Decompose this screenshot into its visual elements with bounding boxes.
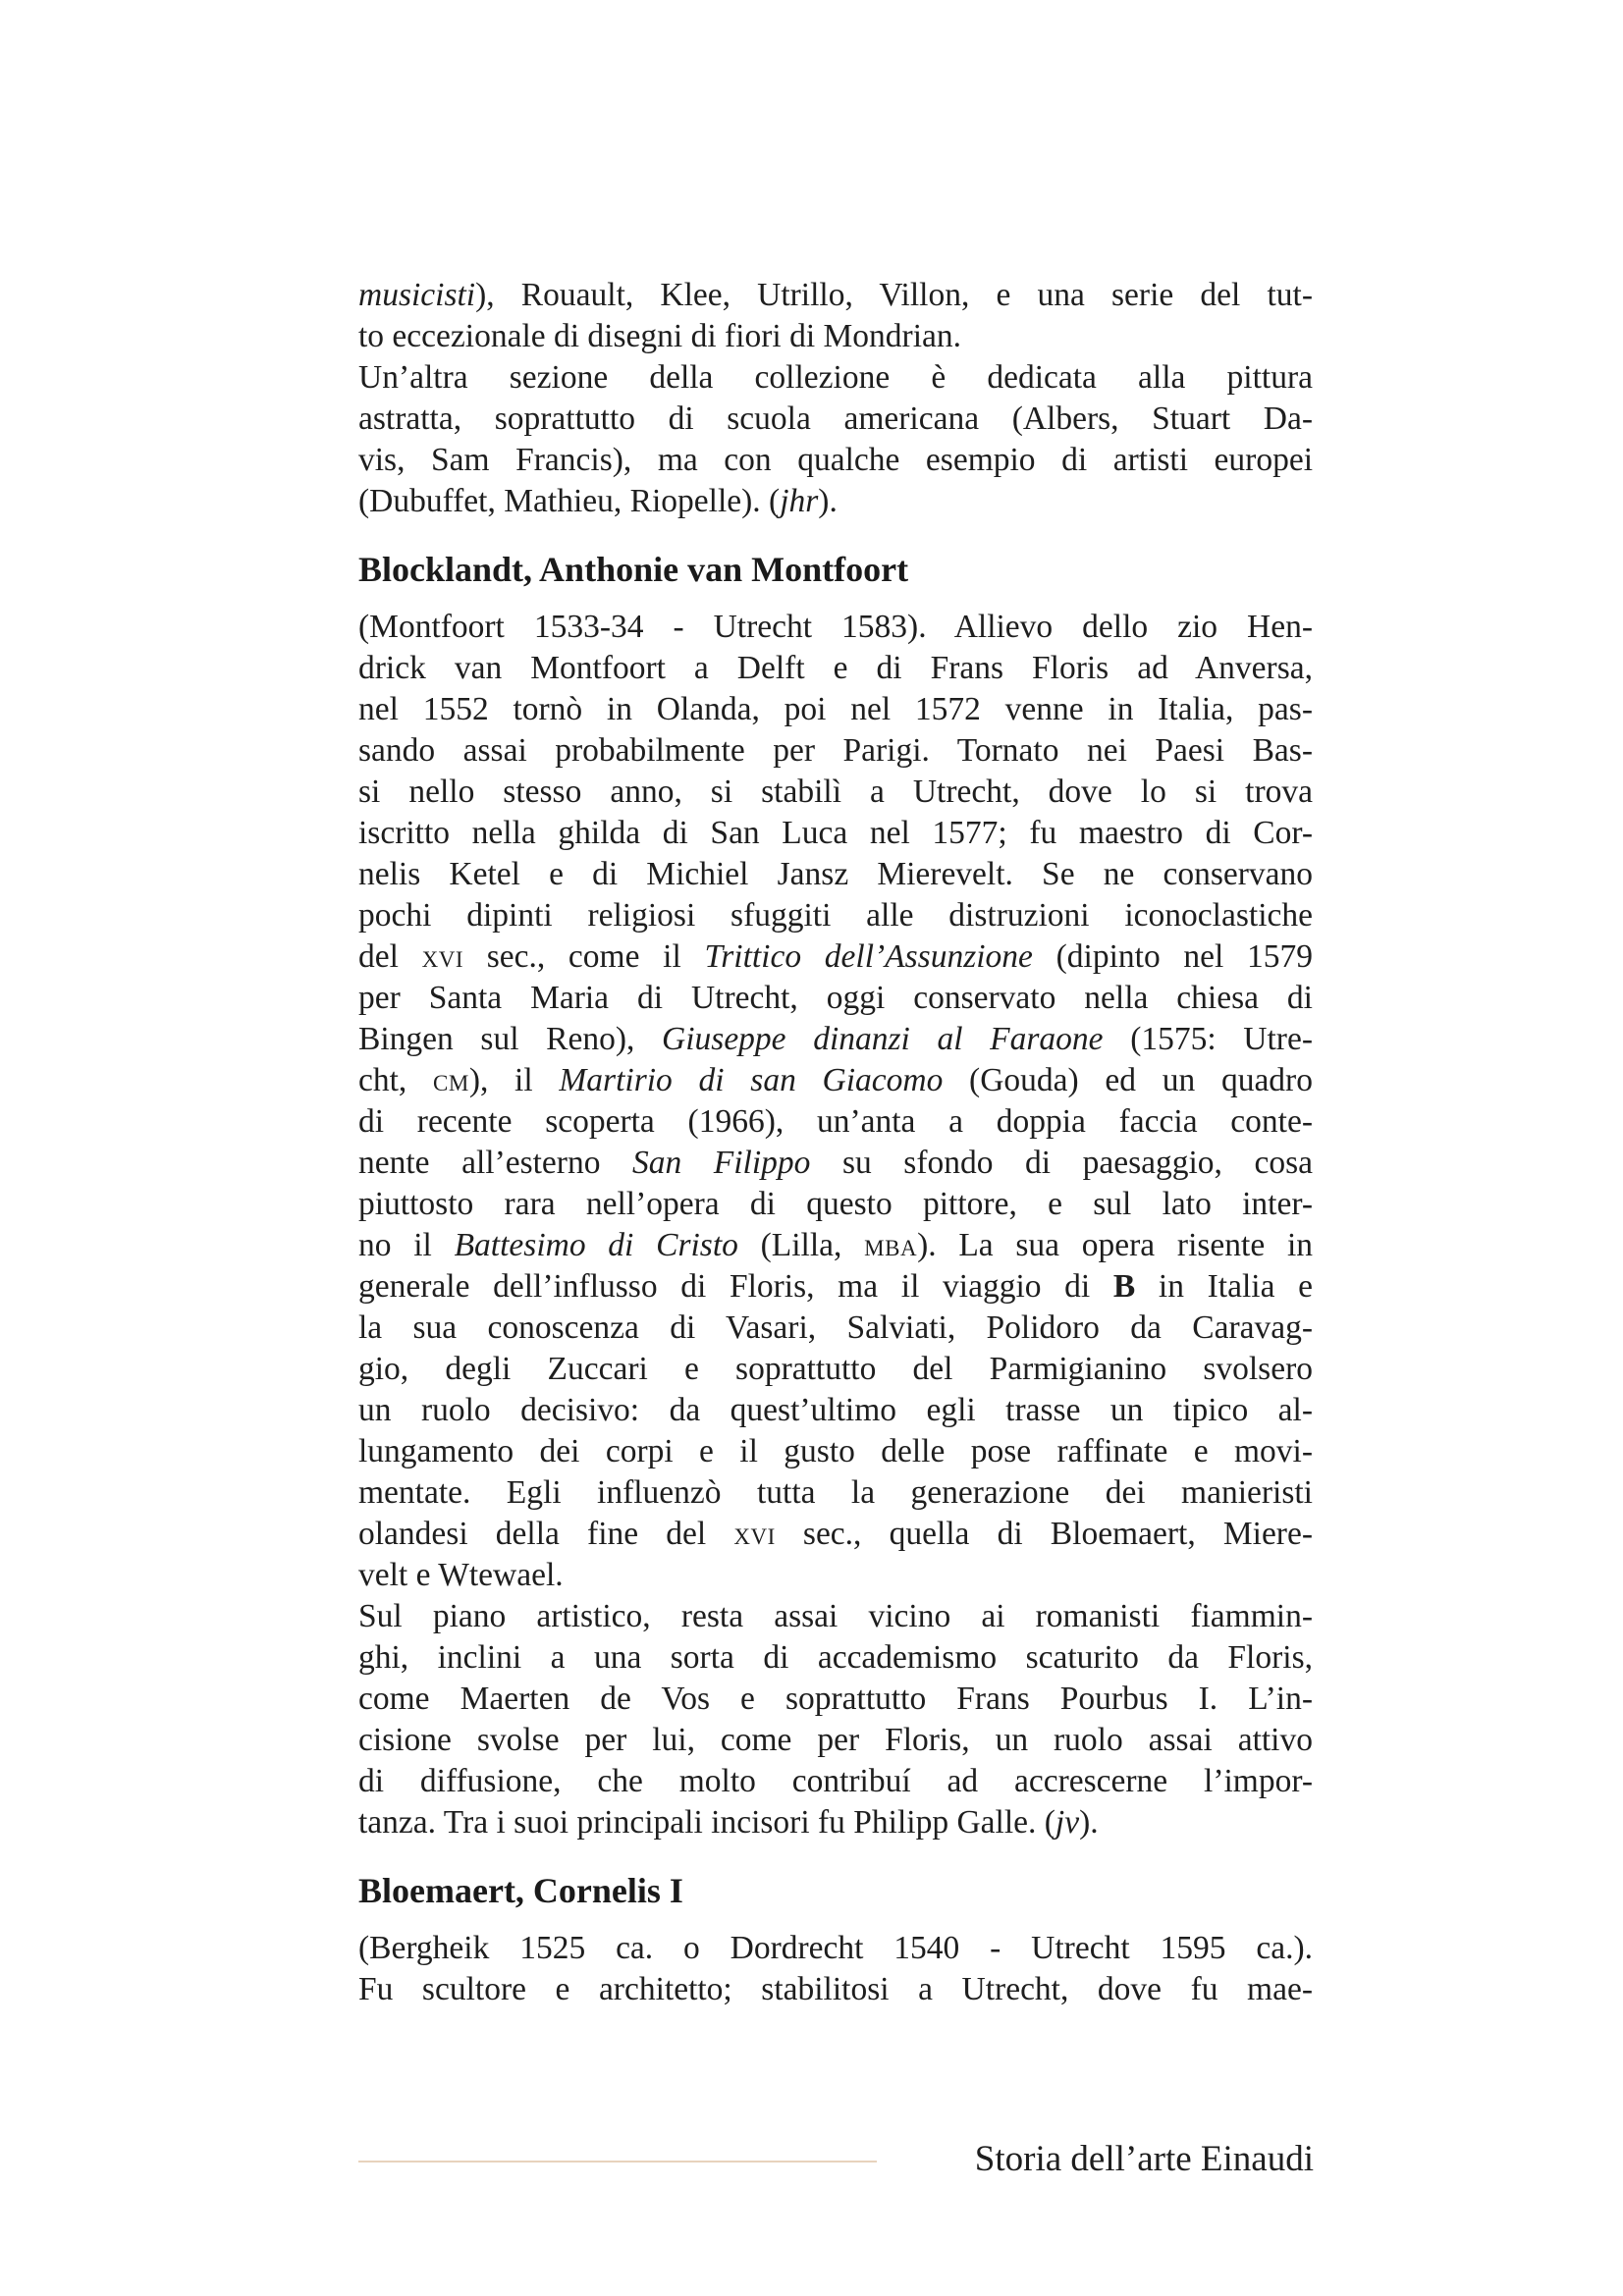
text-line: lungamento dei corpi e il gusto delle pose raffinate e movi- — [358, 1433, 1313, 1469]
text-line: di diffusione, che molto contribuí ad accrescerne l’impor- — [358, 1763, 1313, 1799]
italic-term: musicisti — [358, 277, 476, 313]
text-line: musicisti), Rouault, Klee, Utrillo, Villon, e una serie del tut- — [358, 277, 1313, 313]
text-line: gio, degli Zuccari e soprattutto del Parmigianino svolsero — [358, 1351, 1313, 1387]
text-line: ghi, inclini a una sorta di accademismo scaturito da Floris, — [358, 1639, 1313, 1676]
text-line: Un’altra sezione della collezione è dedicata alla pittura — [358, 359, 1313, 396]
text-line: iscritto nella ghilda di San Luca nel 1577; fu maestro di Cor- — [358, 815, 1313, 851]
text-line: nente all’esterno San Filippo su sfondo di paesaggio, cosa — [358, 1145, 1313, 1181]
text-line: generale dell’influsso di Floris, ma il viaggio di B in Italia e — [358, 1268, 1313, 1305]
text-line: come Maerten de Vos e soprattutto Frans Pourbus I. L’in- — [358, 1681, 1313, 1717]
text-column — [358, 275, 1313, 2010]
artwork-title: Battesimo di Cristo — [454, 1227, 738, 1263]
entry-heading: Blocklandt, Anthonie van Montfoort — [358, 550, 909, 589]
text-line: drick van Montfoort a Delft e di Frans Floris ad Anversa, — [358, 650, 1313, 686]
text-line: del xvi sec., come il Trittico dell’Assunzione (dipinto nel 1579 — [358, 938, 1313, 975]
text-line: Fu scultore e architetto; stabilitosi a Utrecht, dove fu mae- — [358, 1971, 1313, 2007]
artwork-title: Giuseppe dinanzi al Faraone — [662, 1021, 1104, 1057]
text-line: vis, Sam Francis), ma con qualche esempio di artisti europei — [358, 442, 1313, 478]
text-line: to eccezionale di disegni di fiori di Mondrian. — [358, 318, 961, 354]
text-line: di recente scoperta (1966), un’anta a doppia faccia conte- — [358, 1103, 1313, 1140]
text-line: piuttosto rara nell’opera di questo pittore, e sul lato inter- — [358, 1186, 1313, 1222]
text-line: velt e Wtewael. — [358, 1557, 564, 1593]
text-line: pochi dipinti religiosi sfuggiti alle distruzioni iconoclastiche — [358, 897, 1313, 934]
footer-rule — [358, 2161, 877, 2163]
text-line: cht, cm), il Martirio di san Giacomo (Gouda) ed un quadro — [358, 1062, 1313, 1098]
text-line: la sua conoscenza di Vasari, Salviati, Polidoro da Caravag- — [358, 1309, 1313, 1346]
artwork-title: Martirio di san Giacomo — [559, 1062, 944, 1098]
text-line: Bingen sul Reno), Giuseppe dinanzi al Faraone (1575: Utre- — [358, 1021, 1313, 1057]
artwork-title: Trittico dell’Assunzione — [704, 938, 1033, 975]
entry-blocklandt — [358, 546, 1313, 1843]
author-initials: jhr — [780, 483, 819, 519]
text-line: cisione svolse per lui, come per Floris, un ruolo assai attivo — [358, 1722, 1313, 1758]
text-line: nel 1552 tornò in Olanda, poi nel 1572 venne in Italia, pas- — [358, 691, 1313, 727]
text-line: (Bergheik 1525 ca. o Dordrecht 1540 - Utrecht 1595 ca.). — [358, 1930, 1313, 1966]
author-initials: jv — [1055, 1804, 1080, 1841]
text-line: Sul piano artistico, resta assai vicino ai romanisti fiammin- — [358, 1598, 1313, 1634]
text-line: per Santa Maria di Utrecht, oggi conservato nella chiesa di — [358, 980, 1313, 1016]
footer-title: Storia dell’arte Einaudi — [974, 2139, 1314, 2179]
entry-bloemaert — [358, 1867, 1313, 2010]
artwork-title: San Filippo — [632, 1145, 811, 1181]
text-line: si nello stesso anno, si stabilì a Utrecht, dove lo si trova — [358, 774, 1313, 810]
text-line: no il Battesimo di Cristo (Lilla, mba). La sua opera risente in — [358, 1227, 1313, 1263]
text-line: astratta, soprattutto di scuola americana (Albers, Stuart Da- — [358, 400, 1313, 437]
text-line: sando assai probabilmente per Parigi. Tornato nei Paesi Bas- — [358, 732, 1313, 769]
text-line: tanza. Tra i suoi principali incisori fu Philipp Galle. (jv). — [358, 1804, 1099, 1841]
text-line: nelis Ketel e di Michiel Jansz Mierevelt. Se ne conservano — [358, 856, 1313, 892]
text-line: olandesi della fine del xvi sec., quella di Bloemaert, Miere- — [358, 1516, 1313, 1552]
entry-heading: Bloemaert, Cornelis I — [358, 1871, 683, 1910]
continued-paragraph — [358, 275, 1313, 522]
text-line: un ruolo decisivo: da quest’ultimo egli trasse un tipico al- — [358, 1392, 1313, 1428]
entry-abbreviation: B — [1112, 1268, 1136, 1305]
text-line: (Montfoort 1533-34 - Utrecht 1583). Allievo dello zio Hen- — [358, 609, 1313, 645]
text-line: (Dubuffet, Mathieu, Riopelle). (jhr). — [358, 483, 838, 519]
text-line: mentate. Egli influenzò tutta la generazione dei manieristi — [358, 1474, 1313, 1511]
